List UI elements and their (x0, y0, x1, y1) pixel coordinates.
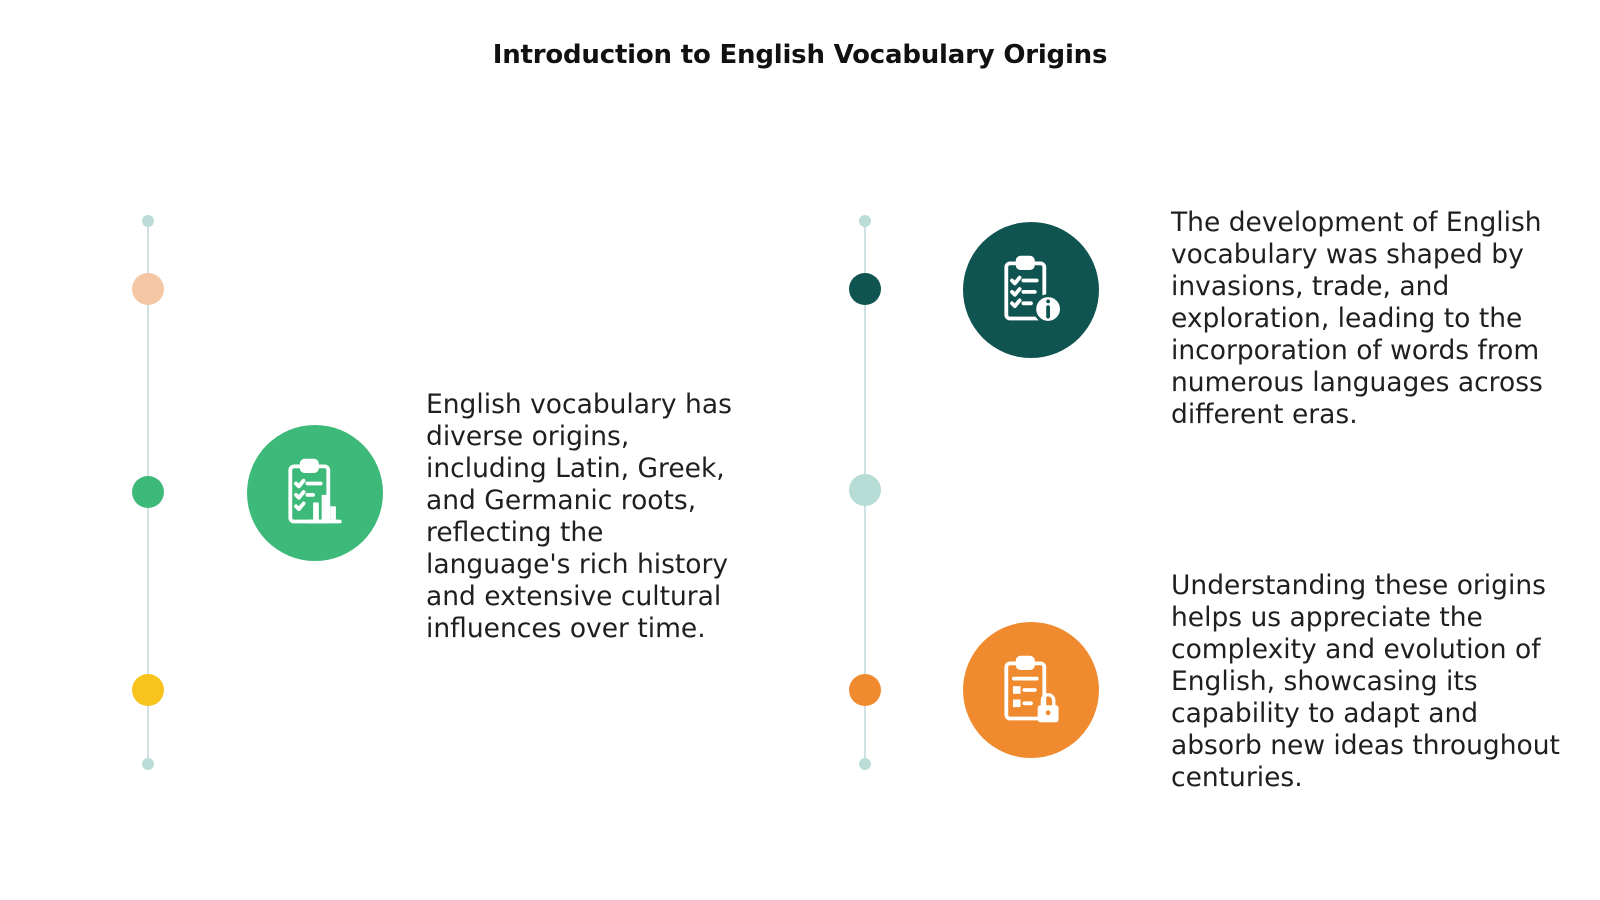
item-3-icon-circle (963, 622, 1099, 758)
clipboard-info-icon (993, 252, 1069, 328)
left-timeline-dot-peach (132, 273, 164, 305)
right-timeline-dot-light-teal (849, 474, 881, 506)
clipboard-chart-icon (277, 455, 353, 531)
item-2-icon-circle (963, 222, 1099, 358)
left-timeline-dot-green (132, 476, 164, 508)
item-2-description: The development of English vocabulary was shaped by invasions, trade, and exploration, leading to the incorporation of words from numerous languages across different eras. (1171, 207, 1543, 430)
item-1-description: English vocabulary has diverse origins, including Latin, Greek, and Germanic roots, reflecting the language's rich history and extensive cultural influences over time. (426, 389, 732, 644)
left-timeline-dot-yellow (132, 674, 164, 706)
page-title: Introduction to English Vocabulary Origins (492, 40, 1108, 70)
right-timeline-end-dot (859, 758, 871, 770)
right-timeline-start-dot (859, 215, 871, 227)
item-3-description: Understanding these origins helps us appreciate the complexity and evolution of English, showcasing its capability to adapt and absorb new ideas throughout centuries. (1171, 570, 1560, 793)
right-timeline-dot-teal (849, 273, 881, 305)
right-timeline-dot-orange (849, 674, 881, 706)
left-timeline-end-dot (142, 758, 154, 770)
clipboard-lock-icon (993, 652, 1069, 728)
item-1-icon-circle (247, 425, 383, 561)
left-timeline-start-dot (142, 215, 154, 227)
